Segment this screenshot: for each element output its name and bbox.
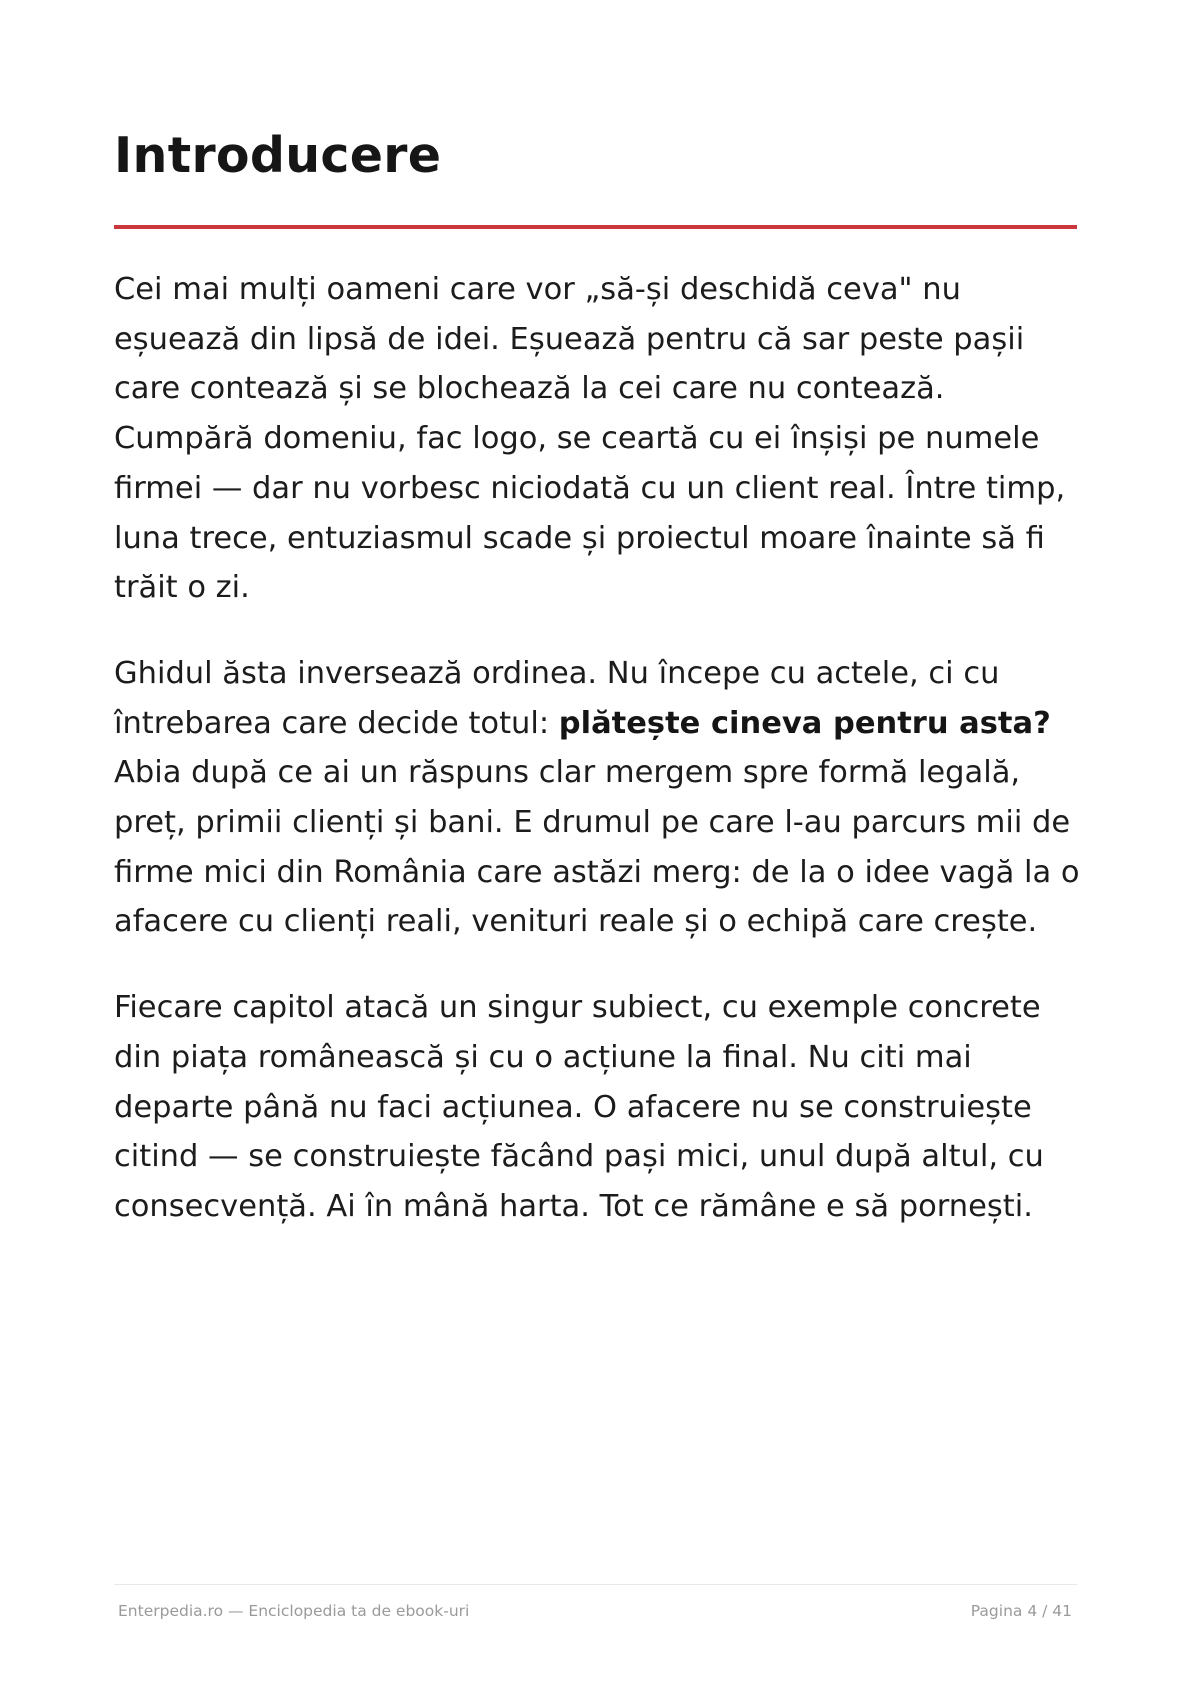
- paragraph-2-bold-question: plătește cineva pentru asta?: [558, 705, 1051, 741]
- title-underline-divider: [114, 225, 1077, 229]
- paragraph-3: Fiecare capitol atacă un singur subiect, cu exemple concrete din piața românească și cu o acțiune la final. Nu citi mai departe până nu faci acțiunea. O afacere nu se construiește citind — se construiește făcând pași mici, unul după altul, cu consecvență. Ai în mână harta. Tot ce rămâne e să pornești.: [114, 990, 1044, 1224]
- paragraph-2-text-before: Ghidul ăsta inversează ordinea. Nu începe cu actele, ci cu întrebarea care decide totul:: [114, 655, 1000, 741]
- paragraph-2-text-after: Abia după ce ai un răspuns clar mergem spre formă legală, preț, primii clienți și bani. E drumul pe care l-au parcurs mii de firme mici din România care astăzi merg: de la o idee vagă la o afacere cu clienți reali, venituri reale și o echipă care crește.: [114, 755, 1080, 940]
- page-title: Introducere: [114, 127, 442, 184]
- body-text: [114, 265, 1084, 1268]
- footer-site-credit: Enterpedia.ro — Enciclopedia ta de ebook-uri: [118, 1602, 470, 1620]
- footer-divider: [114, 1584, 1077, 1585]
- footer-page-number: Pagina 4 / 41: [970, 1602, 1072, 1620]
- paragraph-1: Cei mai mulți oameni care vor „să-și deschidă ceva" nu eșuează din lipsă de idei. Eșuează pentru că sar peste pașii care contează și se blochează la cei care nu contează. Cumpără domeniu, fac logo, se ceartă cu ei înșiși pe numele firmei — dar nu vorbesc niciodată cu un client real. Între timp, luna trece, entuziasmul scade și proiectul moare înainte să fi trăit o zi.: [114, 272, 1066, 606]
- paragraph-2: [114, 649, 1084, 947]
